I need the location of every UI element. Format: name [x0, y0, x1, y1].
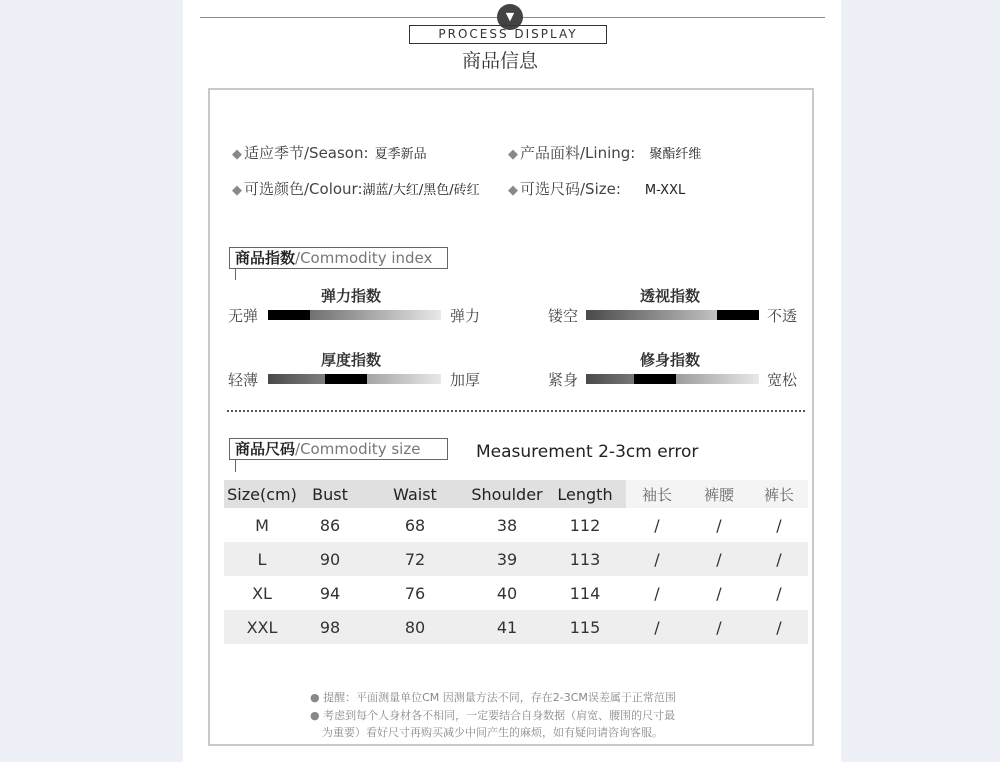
elasticity-bar-marker	[268, 310, 310, 320]
season-value: 夏季新品	[374, 147, 427, 162]
table-cell: 80	[360, 610, 470, 644]
measurement-note: Measurement 2-3cm error	[476, 442, 699, 462]
colour-value: 湖蓝/大红/黑色/砖红	[362, 183, 480, 198]
size-label: 可选尺码/Size:	[520, 180, 621, 198]
size-row	[508, 178, 685, 199]
commodity-size-title-cn: 商品尺码	[235, 440, 296, 458]
table-cell: XXL	[224, 610, 300, 644]
table-row	[224, 508, 808, 542]
table-row	[224, 542, 808, 576]
note-text: 提醒：平面测量单位CM 因测量方法不同，存在2-3CM误差属于正常范围	[323, 691, 676, 704]
column-header: 裤腰	[688, 480, 750, 508]
colour-label: 可选颜色/Colour:	[244, 180, 363, 198]
thickness-left-label: 轻薄	[228, 371, 259, 389]
fit-right-label: 宽松	[767, 371, 798, 389]
size-value: M-XXL	[644, 183, 686, 198]
season-row	[232, 142, 427, 163]
transparency-bar	[586, 310, 759, 320]
colour-row	[232, 178, 480, 199]
table-cell: /	[654, 583, 660, 603]
table-cell: XL	[252, 583, 272, 603]
elasticity-bar	[268, 310, 441, 320]
table-cell: 40	[496, 583, 518, 603]
fit-bar-marker	[634, 374, 676, 384]
bullet-icon: ●	[310, 691, 320, 704]
lining-row	[508, 142, 701, 163]
table-cell: 98	[300, 610, 360, 644]
elasticity-left-label: 无弹	[228, 307, 259, 325]
thickness-bar	[268, 374, 441, 384]
commodity-index-heading	[229, 247, 448, 269]
table-cell: 38	[496, 515, 518, 535]
column-header: Shoulder	[470, 480, 544, 508]
fit-bar	[586, 374, 759, 384]
table-cell: L	[224, 542, 300, 576]
transparency-index-title: 透视指数	[640, 287, 701, 305]
commodity-index-title-en: /Commodity index	[295, 249, 433, 267]
table-cell: /	[776, 583, 782, 603]
table-cell: 72	[360, 542, 470, 576]
diamond-icon: ◆	[508, 147, 518, 162]
process-display-label: PROCESS DISPLAY	[409, 25, 607, 44]
table-cell: /	[716, 583, 722, 603]
note-text: 考虑到每个人身材各不相同，一定要结合自身数据（肩宽、腰围的尺寸最	[323, 709, 676, 722]
table-row	[224, 610, 808, 644]
fit-left-label: 紧身	[548, 371, 579, 389]
table-cell: /	[750, 542, 808, 576]
diamond-icon: ◆	[508, 183, 518, 198]
table-cell: /	[654, 515, 660, 535]
column-header: Waist	[360, 480, 470, 508]
table-cell: /	[626, 610, 688, 644]
table-cell: 39	[470, 542, 544, 576]
table-cell: 90	[300, 542, 360, 576]
table-cell: M	[255, 515, 269, 535]
season-label: 适应季节/Season:	[244, 144, 369, 162]
commodity-index-title-cn: 商品指数	[235, 249, 296, 267]
table-cell: 76	[404, 583, 426, 603]
table-row	[224, 576, 808, 610]
column-header: Length	[544, 480, 626, 508]
chevron-down-icon: ▼	[497, 4, 523, 30]
table-cell: /	[626, 542, 688, 576]
thickness-bar-marker	[325, 374, 367, 384]
lining-value: 聚酯纤维	[649, 147, 702, 162]
table-cell: /	[688, 542, 750, 576]
note-line-1	[310, 689, 676, 705]
table-cell: 86	[319, 515, 341, 535]
diamond-icon: ◆	[232, 147, 242, 162]
heading-tick	[235, 460, 236, 472]
transparency-left-label: 镂空	[548, 307, 579, 325]
fit-index-title: 修身指数	[640, 351, 701, 369]
product-info-title: 商品信息	[461, 50, 538, 72]
elasticity-index-title: 弹力指数	[321, 287, 382, 305]
commodity-size-title-en: /Commodity size	[295, 440, 421, 458]
table-cell: /	[716, 515, 722, 535]
table-cell: 113	[544, 542, 626, 576]
bullet-icon: ●	[310, 709, 320, 722]
note-line-2	[310, 707, 675, 723]
lining-label: 产品面料/Lining:	[520, 144, 636, 162]
table-cell: /	[750, 610, 808, 644]
transparency-bar-marker	[717, 310, 759, 320]
table-cell: 114	[569, 583, 601, 603]
commodity-size-heading	[229, 438, 448, 460]
thickness-index-title: 厚度指数	[321, 351, 382, 369]
column-header: Bust	[300, 480, 360, 508]
table-cell: 112	[569, 515, 601, 535]
section-divider	[227, 410, 805, 412]
transparency-right-label: 不透	[767, 307, 798, 325]
table-cell: 115	[544, 610, 626, 644]
size-table	[224, 480, 808, 644]
diamond-icon: ◆	[232, 183, 242, 198]
table-cell: /	[776, 515, 782, 535]
size-table-header	[224, 480, 808, 508]
heading-tick	[235, 268, 236, 280]
column-header: 袖长	[626, 480, 688, 508]
column-header: 裤长	[750, 480, 808, 508]
column-header: Size(cm)	[224, 480, 300, 508]
table-cell: /	[688, 610, 750, 644]
elasticity-right-label: 弹力	[450, 307, 481, 325]
note-line-3: 为重要）看好尺寸再购买减少中间产生的麻烦，如有疑问请咨询客服。	[322, 726, 663, 739]
table-cell: 41	[470, 610, 544, 644]
thickness-right-label: 加厚	[450, 371, 481, 389]
table-cell: 94	[319, 583, 341, 603]
table-cell: 68	[404, 515, 426, 535]
